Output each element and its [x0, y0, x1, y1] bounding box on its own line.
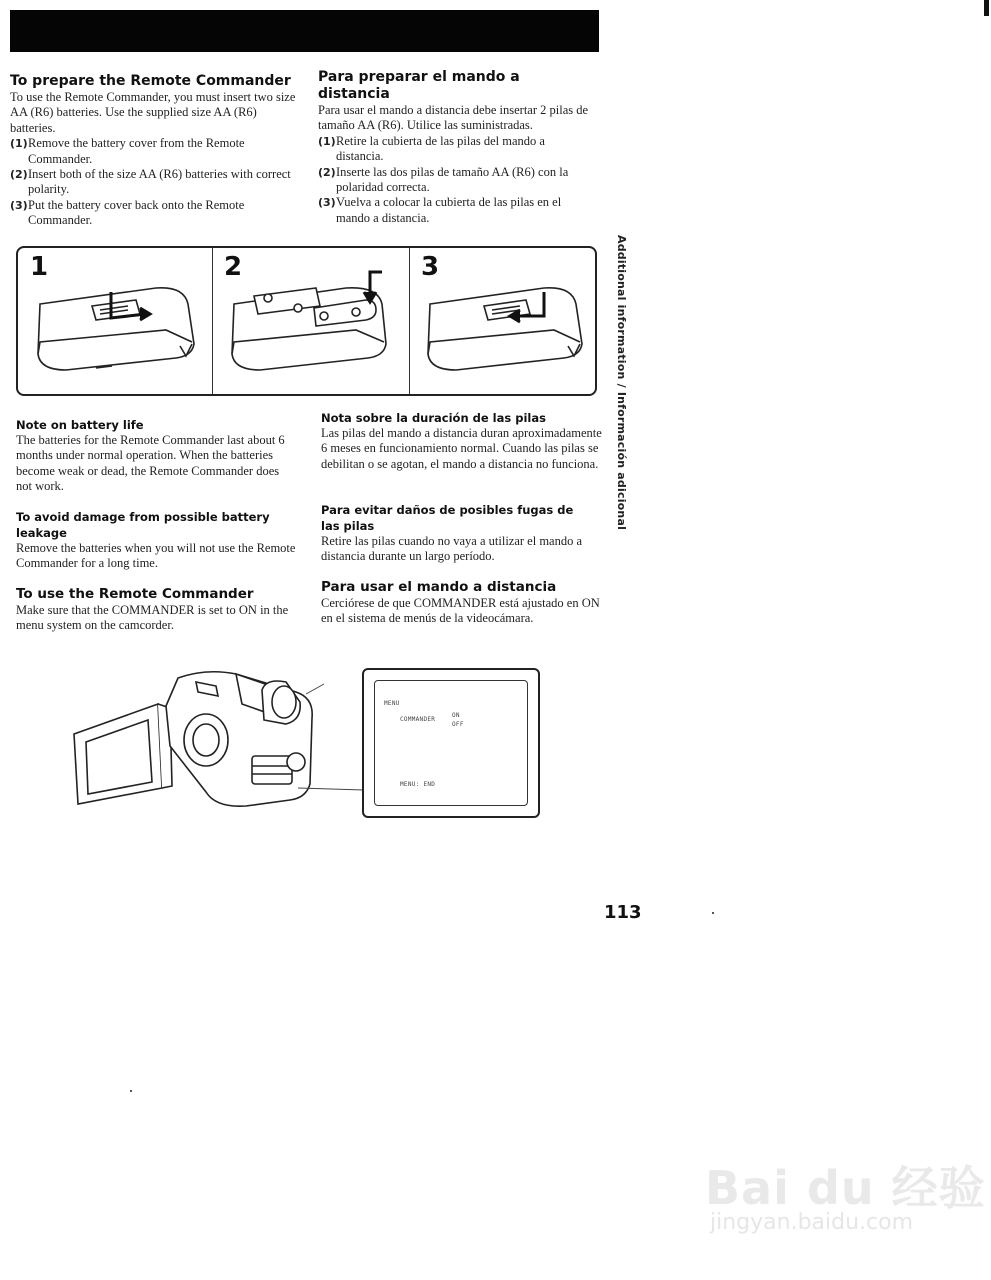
- left-battery-life-heading: Note on battery life: [16, 418, 144, 432]
- step-text: Inserte las dos pilas de tamaño AA (R6) con la polaridad correcta.: [336, 164, 569, 195]
- right-leakage-heading: Para evitar daños de posibles fugas de las pilas: [321, 503, 574, 533]
- left-leakage-text: Remove the batteries when you will not use the Remote Commander for a long time.: [16, 541, 296, 571]
- left-prepare-section: [10, 73, 296, 229]
- section-side-label: Additional information / Información adicional: [615, 235, 628, 531]
- figure-step-2-number: 2: [224, 252, 243, 282]
- page-number: 113: [604, 902, 642, 923]
- remote-panel-1-illustration: [38, 288, 194, 370]
- battery-illustration: [16, 246, 597, 396]
- right-battery-life-section: [321, 410, 603, 472]
- right-step-3: [318, 195, 594, 226]
- right-leakage-section: [321, 502, 591, 565]
- step-text: Insert both of the size AA (R6) batteries with correct polarity.: [28, 167, 291, 197]
- step-text: Vuelva a colocar la cubierta de las pilas en el mando a distancia.: [336, 195, 562, 225]
- left-use-text: Make sure that the COMMANDER is set to ON in the menu system on the camcorder.: [16, 603, 289, 633]
- left-use-heading: To use the Remote Commander: [16, 586, 254, 602]
- right-use-heading: Para usar el mando a distancia: [321, 579, 557, 595]
- menu-screen-title: MENU: [384, 700, 400, 707]
- step-number: (1): [318, 134, 336, 148]
- step-text: Remove the battery cover from the Remote Commander.: [28, 136, 245, 166]
- right-prepare-intro: Para usar el mando a distancia debe insertar 2 pilas de tamaño AA (R6). Utilice las suministradas.: [318, 103, 589, 133]
- left-prepare-intro: To use the Remote Commander, you must insert two size AA (R6) batteries. Use the supplied size AA (R6) batteries.: [10, 90, 296, 135]
- scan-speck: [130, 1090, 132, 1092]
- left-battery-life-section: [16, 417, 296, 495]
- step-number: (2): [318, 165, 336, 179]
- menu-screen-option-off: OFF: [452, 721, 464, 728]
- remote-panel-2-illustration: [232, 288, 386, 370]
- right-battery-life-heading: Nota sobre la duración de las pilas: [321, 411, 546, 425]
- left-step-2: [10, 167, 296, 198]
- right-battery-life-text: Las pilas del mando a distancia duran aproximadamente 6 meses en funcionamiento normal. Cuando las pilas se debilitan o se agotan, el mando a distancia no funciona.: [321, 426, 602, 471]
- step-text: Put the battery cover back onto the Remote Commander.: [28, 197, 245, 228]
- right-step-2: [318, 165, 594, 196]
- scan-speck: [712, 912, 714, 914]
- right-prepare-heading: Para preparar el mando a distancia: [318, 69, 520, 102]
- camcorder-illustration: [66, 664, 366, 844]
- left-step-3: [10, 198, 296, 229]
- menu-screen-item: COMMANDER: [400, 716, 436, 723]
- watermark-url: jingyan.baidu.com: [710, 1210, 914, 1235]
- step-number: (2): [10, 168, 28, 182]
- remote-panel-3-illustration: [428, 288, 582, 370]
- menu-screen-option-on: ON: [452, 712, 460, 719]
- right-leakage-text: Retire las pilas cuando no vaya a utilizar el mando a distancia durante un largo período.: [321, 534, 583, 564]
- left-battery-life-text: The batteries for the Remote Commander last about 6 months under normal operation. When the batteries become weak or dead, the Remote Commander does not work.: [16, 433, 285, 494]
- left-step-1: [10, 136, 296, 167]
- watermark-logo: Bai du 经验: [705, 1161, 986, 1215]
- right-step-1: [318, 134, 594, 165]
- page-edge-mark: [984, 0, 989, 16]
- right-use-section: [321, 579, 603, 627]
- left-use-section: [16, 586, 296, 634]
- right-use-text: Cerciórese de que COMMANDER está ajustado en ON en el sistema de menús de la videocámara.: [321, 596, 600, 626]
- menu-screen-footer: MENU: END: [400, 781, 436, 788]
- step-number: (3): [318, 196, 336, 210]
- header-bar: [10, 10, 599, 52]
- menu-screen-display: [374, 680, 528, 806]
- left-leakage-section: [16, 509, 296, 572]
- step-number: (3): [10, 198, 28, 212]
- camcorder-icon: [74, 672, 312, 806]
- left-prepare-heading: To prepare the Remote Commander: [10, 73, 291, 89]
- step-number: (1): [10, 137, 28, 151]
- figure-step-3-number: 3: [421, 252, 440, 282]
- left-leakage-heading: To avoid damage from possible battery leakage: [16, 510, 270, 540]
- figure-step-1-number: 1: [30, 252, 49, 282]
- step-text: Retire la cubierta de las pilas del mando a distancia.: [336, 133, 545, 164]
- right-prepare-section: [318, 69, 594, 226]
